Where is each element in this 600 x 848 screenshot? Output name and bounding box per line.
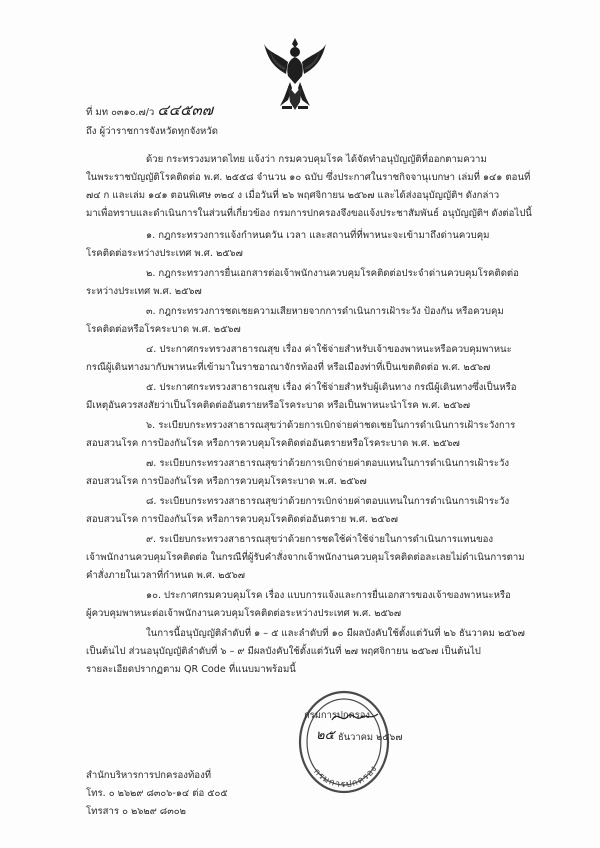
closing-line: เป็นต้นไป ส่วนอนุบัญญัติลำดับที่ ๖ – ๙ มีผลบังคับใช้ตั้งแต่วันที่ ๒๗ พฤศจิกายน ๒๕๖๗ เป็นต้นไป <box>86 646 481 657</box>
list-item-10: ๑๐. ประกาศกรมควบคุมโรค เรื่อง แบบการแจ้งและการยื่นเอกสารของเจ้าของพาหนะหรือ <box>146 590 511 601</box>
document-number <box>86 101 213 119</box>
list-item-9-cont: เจ้าพนักงานควบคุมโรคติดต่อ ในกรณีที่ผู้รับคำสั่งจากเจ้าพนักงานควบคุมโรคติดต่อละเลยไม่ดำเนินการตาม <box>86 552 525 563</box>
list-item-10-cont: ผู้ควบคุมพาหนะต่อเจ้าพนักงานควบคุมโรคติดต่อระหว่างประเทศ พ.ศ. ๒๕๖๗ <box>86 608 402 619</box>
list-item-4: ๔. ประกาศกระทรวงสาธารณสุข เรื่อง ค่าใช้จ่ายสำหรับเจ้าของพาหนะหรือควบคุมพาหนะ <box>146 344 512 355</box>
document-number-prefix: ที่ มท ๐๓๑๐.๗/ว <box>86 107 155 118</box>
list-item-1-cont: โรคติดต่อระหว่างประเทศ พ.ศ. ๒๕๖๗ <box>86 248 243 259</box>
footer-fax: โทรสาร ๐ ๒๖๒๙ ๘๓๐๒ <box>86 806 186 817</box>
stamp-department: กรมการปกครอง <box>304 710 371 721</box>
list-item-3: ๓. กฎกระทรวงการชดเชยความเสียหายจากการดำเนินการเฝ้าระวัง ป้องกัน หรือควบคุม <box>146 306 504 317</box>
intro-line: มาเพื่อทราบและดำเนินการในส่วนที่เกี่ยวข้อง กรมการปกครองจึงขอแจ้งประชาสัมพันธ์ อนุบัญญัติฯ ดังต่อไปนี้ <box>86 208 532 219</box>
list-item-6: ๖. ระเบียบกระทรวงสาธารณสุขว่าด้วยการเบิกจ่ายค่าชดเชยในการดำเนินการเฝ้าระวังการ <box>146 420 516 431</box>
footer-tel: โทร. ๐ ๒๖๒๙ ๘๓๐๖-๑๔ ต่อ ๕๐๕ <box>86 788 228 799</box>
list-item-6-cont: สอบสวนโรค การป้องกันโรค หรือการควบคุมโรคติดต่ออันตรายหรือโรคระบาด พ.ศ. ๒๕๖๗ <box>86 438 460 449</box>
garuda-emblem <box>262 36 328 114</box>
closing-line: รายละเอียดปรากฏตาม QR Code ที่แนบมาพร้อมนี้ <box>86 664 296 675</box>
list-item-8-cont: สอบสวนโรค การป้องกันโรค หรือการควบคุมโรคติดต่ออันตราย พ.ศ. ๒๕๖๗ <box>86 514 398 525</box>
signature <box>330 708 380 726</box>
list-item-5: ๕. ประกาศกระทรวงสาธารณสุข เรื่อง ค่าใช้จ่ายสำหรับผู้เดินทาง กรณีผู้เดินทางซึ่งเป็นหรือ <box>146 382 517 393</box>
document-number-handwritten: ๔๔๕๓๗ <box>157 101 213 119</box>
list-item-7-cont: สอบสวนโรค การป้องกันโรค หรือการควบคุมโรคระบาด พ.ศ. ๒๕๖๗ <box>86 476 367 487</box>
list-item-3-cont: โรคติดต่อหรือโรคระบาด พ.ศ. ๒๕๖๗ <box>86 324 241 335</box>
closing-line: ในการนี้อนุบัญญัติลำดับที่ ๑ – ๕ และลำดับที่ ๑๐ มีผลบังคับใช้ตั้งแต่วันที่ ๒๖ ธันวาคม ๒๕๖๗ <box>146 628 525 639</box>
list-item-2-cont: ระหว่างประเทศ พ.ศ. ๒๕๖๗ <box>86 286 202 297</box>
footer-office: สำนักบริหารการปกครองท้องที่ <box>86 770 212 781</box>
list-item-8: ๘. ระเบียบกระทรวงสาธารณสุขว่าด้วยการเบิกจ่ายค่าตอบแทนในการดำเนินการเฝ้าระวัง <box>146 496 510 507</box>
list-item-9: ๙. ระเบียบกระทรวงสาธารณสุขว่าด้วยการชดใช้ค่าใช้จ่ายในการดำเนินการแทนของ <box>146 534 494 545</box>
intro-line: ๗๔ ก และเล่ม ๑๔๑ ตอนพิเศษ ๓๒๔ ง เมื่อวันที่ ๒๖ พฤศจิกายน ๒๕๖๗ และได้ส่งอนุบัญญัติฯ ดังกล่าว <box>86 190 500 201</box>
stamp-day-handwritten: ๒๕ <box>316 728 335 743</box>
addressee: ถึง ผู้ว่าราชการจังหวัดทุกจังหวัด <box>86 126 218 137</box>
list-item-5-cont: มีเหตุอันควรสงสัยว่าเป็นโรคติดต่ออันตรายหรือโรคระบาด หรือเป็นพาหนะนำโรค พ.ศ. ๒๕๖๗ <box>86 400 471 411</box>
intro-line: ด้วย กระทรวงมหาดไทย แจ้งว่า กรมควบคุมโรค ได้จัดทำอนุบัญญัติที่ออกตามความ <box>146 154 487 165</box>
list-item-4-cont: กรณีผู้เดินทางมากับพาหนะที่เข้ามาในราชอาณาจักรท้องที่ หรือเมืองท่าที่เป็นเขตติดต่อ พ.ศ. ๒๕๖๗ <box>86 362 491 373</box>
stamp-ring-text: กรมการปกครอง <box>311 763 380 791</box>
stamp-date: ธันวาคม ๒๕๖๗ <box>338 732 403 743</box>
list-item-9-cont2: คำสั่งภายในเวลาที่กำหนด พ.ศ. ๒๕๖๗ <box>86 570 245 581</box>
list-item-2: ๒. กฎกระทรวงการยื่นเอกสารต่อเจ้าพนักงานควบคุมโรคติดต่อประจำด่านควบคุมโรคติดต่อ <box>146 268 519 279</box>
list-item-1: ๑. กฎกระทรวงการแจ้งกำหนดวัน เวลา และสถานที่ที่พาหนะจะเข้ามาถึงด่านควบคุม <box>146 230 490 241</box>
list-item-7: ๗. ระเบียบกระทรวงสาธารณสุขว่าด้วยการเบิกจ่ายค่าตอบแทนในการดำเนินการเฝ้าระวัง <box>146 458 510 469</box>
intro-line: ในพระราชบัญญัติโรคติดต่อ พ.ศ. ๒๕๕๘ จำนวน ๑๐ ฉบับ ซึ่งประกาศในราชกิจจานุเบกษา เล่มที่ ๑๔๑ ตอนที่ <box>86 172 531 183</box>
